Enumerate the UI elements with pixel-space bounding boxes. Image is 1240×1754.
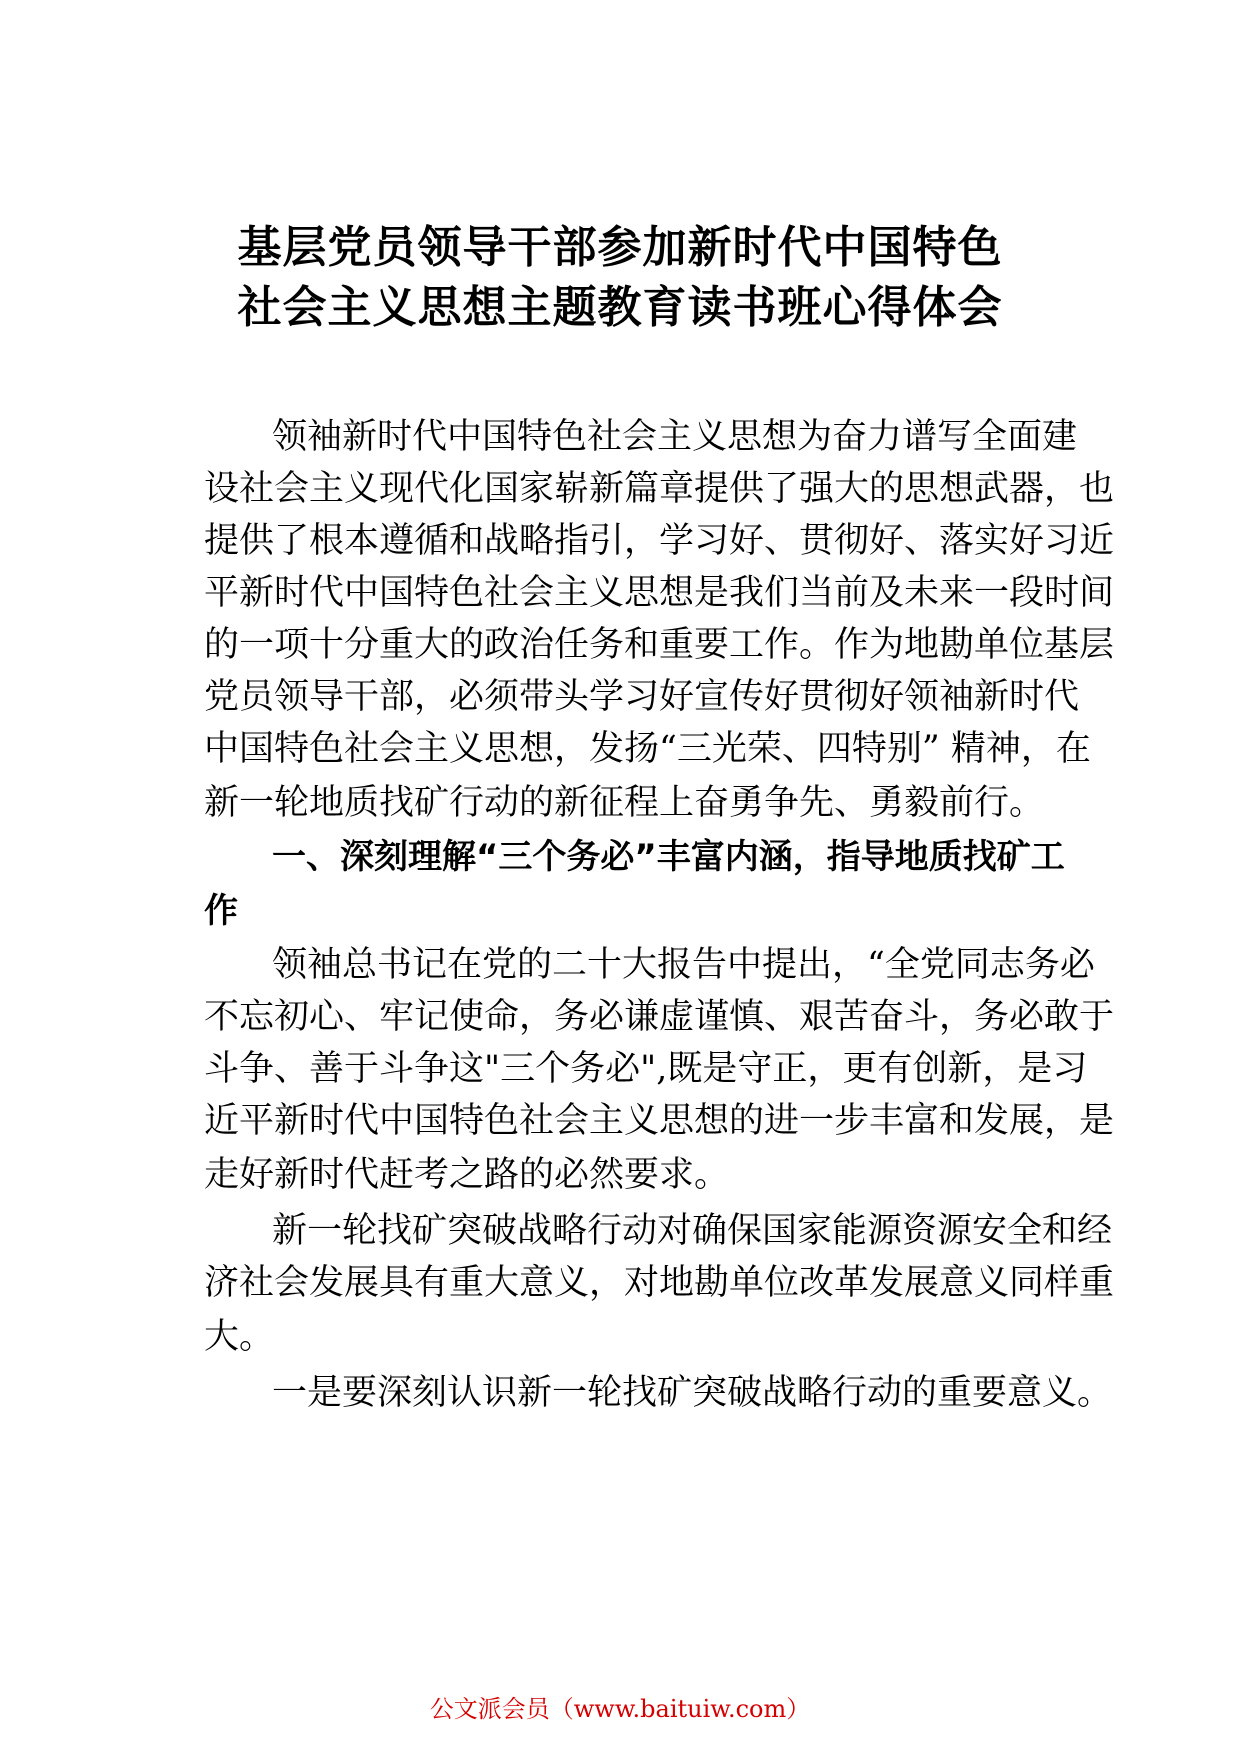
body-line: 一是要深刻认识新一轮找矿突破战略行动的重要意义。 [272,1373,1113,1413]
body-line: 大。 [204,1317,275,1357]
document-title-line-2: 社会主义思想主题教育读书班心得体会 [237,282,1003,333]
section-heading-line: 作 [204,891,238,931]
body-line: 设社会主义现代化国家崭新篇章提供了强大的思想武器，也 [204,469,1115,509]
section-heading-line: 一、深刻理解“三个务必”丰富内涵，指导地质找矿工 [272,837,1065,877]
body-line: 走好新时代赶考之路的必然要求。 [204,1155,730,1195]
body-line: 党员领导干部，必须带头学习好宣传好贯彻好领袖新时代 [204,677,1080,717]
body-line: 提供了根本遵循和战略指引，学习好、贯彻好、落实好习近 [204,521,1115,561]
document-title-line-1: 基层党员领导干部参加新时代中国特色 [237,222,1003,273]
body-line: 平新时代中国特色社会主义思想是我们当前及未来一段时间 [204,573,1115,613]
body-line: 的一项十分重大的政治任务和重要工作。作为地勘单位基层 [204,625,1115,665]
body-line: 不忘初心、牢记使命，务必谦虚谨慎、艰苦奋斗，务必敢于 [204,997,1115,1037]
body-line: 新一轮找矿突破战略行动对确保国家能源资源安全和经 [272,1211,1113,1251]
body-line: 近平新时代中国特色社会主义思想的进一步丰富和发展，是 [204,1101,1115,1141]
footer-watermark: 公文派会员（www.baituiw.com） [429,1695,811,1723]
body-line: 领袖总书记在党的二十大报告中提出，“全党同志务必 [272,945,1095,985]
body-line: 领袖新时代中国特色社会主义思想为奋力谱写全面建 [272,417,1078,457]
body-line: 新一轮地质找矿行动的新征程上奋勇争先、勇毅前行。 [204,783,1045,823]
body-line: 中国特色社会主义思想，发扬“三光荣、四特别” 精神，在 [204,729,1091,769]
body-line: 济社会发展具有重大意义，对地勘单位改革发展意义同样重 [204,1263,1115,1303]
body-line: 斗争、善于斗争这"三个务必",既是守正，更有创新，是习 [204,1049,1088,1089]
